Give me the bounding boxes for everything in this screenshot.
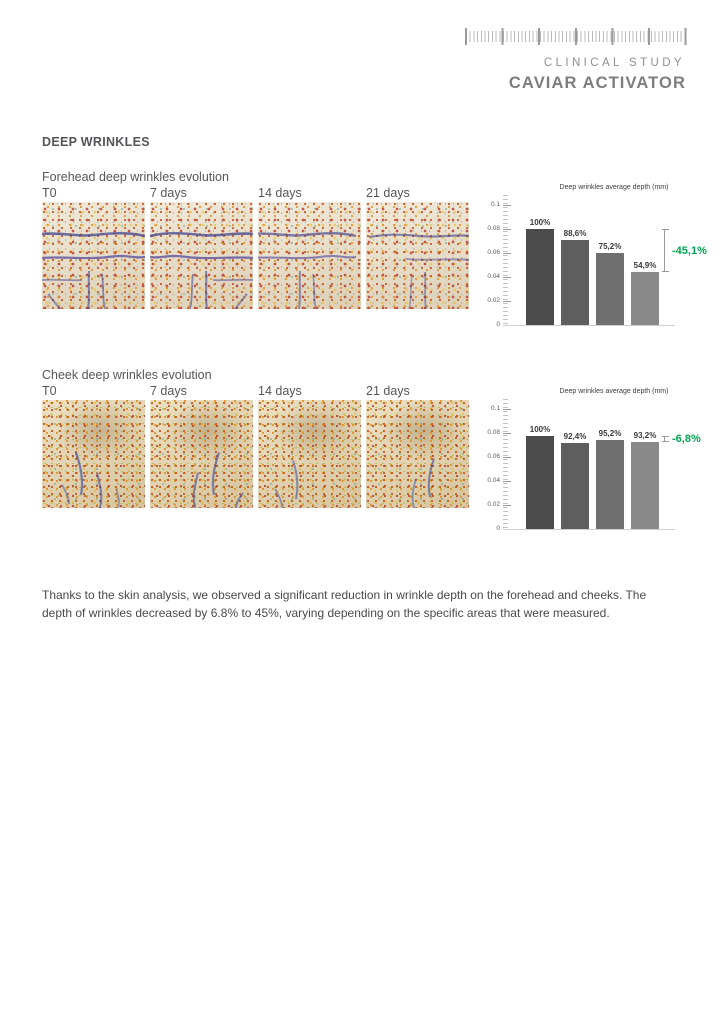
timepoint-cell-21d	[366, 384, 469, 508]
bar-21-days	[631, 261, 659, 325]
cheek-section	[42, 368, 469, 508]
bar-7-days	[561, 432, 589, 529]
forehead-skin-analysis-image	[258, 202, 361, 309]
timepoint-label: T0	[42, 186, 57, 200]
timepoint-cell-7d	[150, 186, 253, 309]
page-heading: DEEP WRINKLES	[42, 135, 150, 149]
reduction-annotation: -45,1%	[672, 244, 707, 257]
timepoint-label: 7 days	[150, 384, 187, 398]
x-axis-baseline	[503, 529, 675, 530]
bar-7-days	[561, 228, 589, 325]
timepoint-cell-14d	[258, 384, 361, 508]
y-tick-label: 0.06	[487, 249, 500, 256]
bar-14-days	[596, 241, 624, 325]
y-tick-label: 0.06	[487, 453, 500, 460]
bar-value-label: 75,2%	[598, 241, 622, 251]
cheek-skin-analysis-image	[150, 400, 253, 508]
chart-body	[483, 195, 721, 326]
bar-t0	[526, 218, 554, 325]
y-tick-label: 0.04	[487, 273, 500, 280]
y-axis-tick-labels	[483, 399, 503, 530]
y-axis-ruler	[503, 195, 511, 326]
reduction-annotation: -6,8%	[672, 433, 701, 446]
timepoint-label: 7 days	[150, 186, 187, 200]
timepoint-label: 14 days	[258, 384, 302, 398]
y-tick-label: 0	[496, 321, 500, 328]
y-tick-label: 0.02	[487, 501, 500, 508]
y-tick-label: 0.02	[487, 297, 500, 304]
ruler-major-ticks	[465, 28, 687, 45]
y-tick-label: 0.08	[487, 225, 500, 232]
ruler-graphic	[465, 28, 687, 45]
cheek-image-strip	[42, 384, 469, 508]
y-axis-ruler	[503, 399, 511, 530]
wrinkle-lines-graphic	[258, 400, 356, 508]
conclusion-paragraph: Thanks to the skin analysis, we observed a significant reduction in wrinkle depth on the forehead and cheeks. The depth of wrinkles decreased by 6.8% to 45%, varying depending on the specific areas that were measured.	[42, 588, 647, 620]
bar-value-label: 95,2%	[598, 429, 622, 439]
chart-plot-area	[513, 399, 721, 530]
bar-value-label: 100%	[529, 218, 551, 227]
y-tick-label: 0	[496, 525, 500, 532]
cheek-depth-bar-chart	[483, 388, 721, 530]
wrinkle-lines-graphic	[369, 202, 469, 309]
chart-body	[483, 399, 721, 530]
timepoint-label: 21 days	[366, 186, 410, 200]
timepoint-cell-21d	[366, 186, 469, 309]
wrinkle-lines-graphic	[42, 400, 145, 508]
cheek-skin-analysis-image	[42, 400, 145, 508]
forehead-depth-bar-chart	[483, 184, 721, 326]
wrinkle-lines-graphic	[258, 202, 356, 309]
cheek-skin-analysis-image	[258, 400, 361, 508]
study-eyebrow: CLINICAL STUDY	[543, 57, 685, 69]
y-tick-label: 0.1	[490, 201, 500, 208]
timepoint-cell-t0	[42, 186, 145, 309]
product-title: CAVIAR ACTIVATOR	[508, 74, 686, 92]
bar-value-label: 54,9%	[633, 261, 657, 271]
timepoint-cell-7d	[150, 384, 253, 508]
timepoint-cell-14d	[258, 186, 361, 309]
forehead-skin-analysis-image	[42, 202, 145, 309]
y-tick-label: 0.08	[487, 429, 500, 436]
timepoint-label: 21 days	[366, 384, 410, 398]
bar-value-label: 93,2%	[633, 431, 657, 441]
wrinkle-lines-graphic	[150, 202, 253, 309]
wrinkle-lines-graphic	[369, 400, 469, 508]
bar-14-days	[596, 429, 624, 529]
wrinkle-lines-graphic	[42, 202, 145, 309]
bar-value-label: 92,4%	[563, 432, 587, 442]
bar-value-label: 100%	[529, 425, 551, 434]
wrinkle-lines-graphic	[150, 400, 253, 508]
forehead-skin-analysis-image	[366, 202, 469, 309]
timepoint-label: 14 days	[258, 186, 302, 200]
section-title: Forehead deep wrinkles evolution	[42, 170, 229, 184]
section-title: Cheek deep wrinkles evolution	[42, 368, 212, 382]
forehead-image-strip	[42, 186, 469, 309]
x-axis-baseline	[503, 325, 675, 326]
y-tick-label: 0.1	[490, 405, 500, 412]
y-axis-tick-labels	[483, 195, 503, 326]
cheek-skin-analysis-image	[366, 400, 469, 508]
bar-value-label: 88,6%	[563, 228, 587, 238]
forehead-section	[42, 170, 469, 309]
bar-t0	[526, 425, 554, 529]
timepoint-label: T0	[42, 384, 57, 398]
bar-21-days	[631, 431, 659, 529]
chart-title: Deep wrinkles average depth (mm)	[559, 388, 669, 395]
chart-title: Deep wrinkles average depth (mm)	[559, 184, 669, 191]
forehead-skin-analysis-image	[150, 202, 253, 309]
chart-plot-area	[513, 195, 721, 326]
y-tick-label: 0.04	[487, 477, 500, 484]
timepoint-cell-t0	[42, 384, 145, 508]
